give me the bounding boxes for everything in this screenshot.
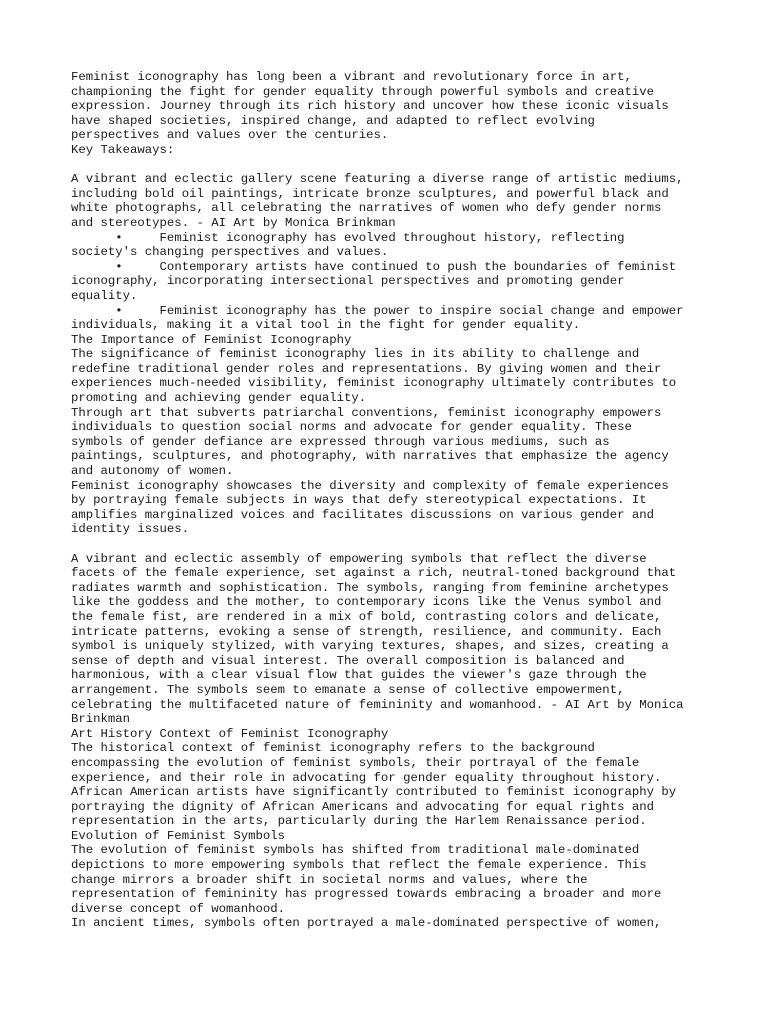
- paragraph: African American artists have significantly contributed to feminist iconography by portraying the dignity of African Americans and advocating for equal rights and representation in the arts, particularly during the Harlem Renaissance period.: [71, 785, 677, 829]
- list-item: • Feminist iconography has the power to inspire social change and empower individuals, making it a vital tool in the fight for gender equality.: [71, 303, 684, 333]
- section-heading-evolution: Evolution of Feminist Symbols: [71, 828, 286, 843]
- section-heading-history: Art History Context of Feminist Iconography: [71, 726, 389, 741]
- image-caption-symbols: A vibrant and eclectic assembly of empowering symbols that reflect the diverse facets of the female experience, set against a rich, neutral-toned background that radiates warmth and sophistication. The symbols, ranging from feminine archetypes like the goddess and the mother, to contemporary icons like the Venus symbol and the female fist, are rendered in a mix of bold, contrasting colors and delicate, intricate patterns, evoking a sense of strength, resilience, and community. Each symbol is uniquely stylized, with varying textures, shapes, and sizes, creating a sense of depth and visual interest. The overall composition is balanced and harmonious, with a clear visual flow that guides the viewer's gaze through the arrangement. The symbols seem to emanate a sense of collective empowerment, celebrating the multifaceted nature of femininity and womanhood. - AI Art by Monica Brinkman: [71, 551, 684, 727]
- paragraph: In ancient times, symbols often portrayed a male-dominated perspective of women,: [71, 916, 662, 931]
- blank-line: [71, 537, 711, 552]
- document-page: [71, 70, 711, 931]
- intro-paragraph: Feminist iconography has long been a vibrant and revolutionary force in art, championing the fight for gender equality through powerful symbols and creative expression. Journey through its rich history and uncover how these iconic visuals have shaped societies, inspired change, and adapted to reflect evolving perspectives and values over the centuries.: [71, 70, 669, 143]
- key-takeaways-heading: Key Takeaways:: [71, 142, 175, 157]
- list-item: • Contemporary artists have continued to push the boundaries of feminist iconography, incorporating intersectional perspectives and promoting gender equality.: [71, 259, 677, 303]
- paragraph: Feminist iconography showcases the diversity and complexity of female experiences by portraying female subjects in ways that defy stereotypical expectations. It amplifies marginalized voices and facilitates discussions on various gender and identity issues.: [71, 478, 669, 537]
- paragraph: Through art that subverts patriarchal conventions, feminist iconography empowers individuals to question social norms and advocate for gender equality. These symbols of gender defiance are expressed through various mediums, such as paintings, sculptures, and photography, with narratives that emphasize the agency and autonomy of women.: [71, 405, 669, 479]
- list-item: • Feminist iconography has evolved throughout history, reflecting society's changing perspectives and values.: [71, 230, 625, 260]
- paragraph: The significance of feminist iconography lies in its ability to challenge and redefine traditional gender roles and representations. By giving women and their experiences much-needed visibility, feminist iconography ultimately contributes to promoting and achieving gender equality.: [71, 347, 677, 406]
- section-heading-importance: The Importance of Feminist Iconography: [71, 332, 352, 347]
- image-caption-gallery: A vibrant and eclectic gallery scene featuring a diverse range of artistic mediums, including bold oil paintings, intricate bronze sculptures, and powerful black and white photographs, all celebrating the narratives of women who defy gender norms and stereotypes. - AI Art by Monica Brinkman: [71, 172, 684, 230]
- blank-line: [71, 158, 711, 173]
- paragraph: The evolution of feminist symbols has shifted from traditional male-dominated depictions to more empowering symbols that reflect the female experience. This change mirrors a broader shift in societal norms and values, where the representation of femininity has progressed towards embracing a broader and more diverse concept of womanhood.: [71, 843, 662, 916]
- paragraph: The historical context of feminist iconography refers to the background encompassing the evolution of feminist symbols, their portrayal of the female experience, and their role in advocating for gender equality throughout history.: [71, 741, 662, 785]
